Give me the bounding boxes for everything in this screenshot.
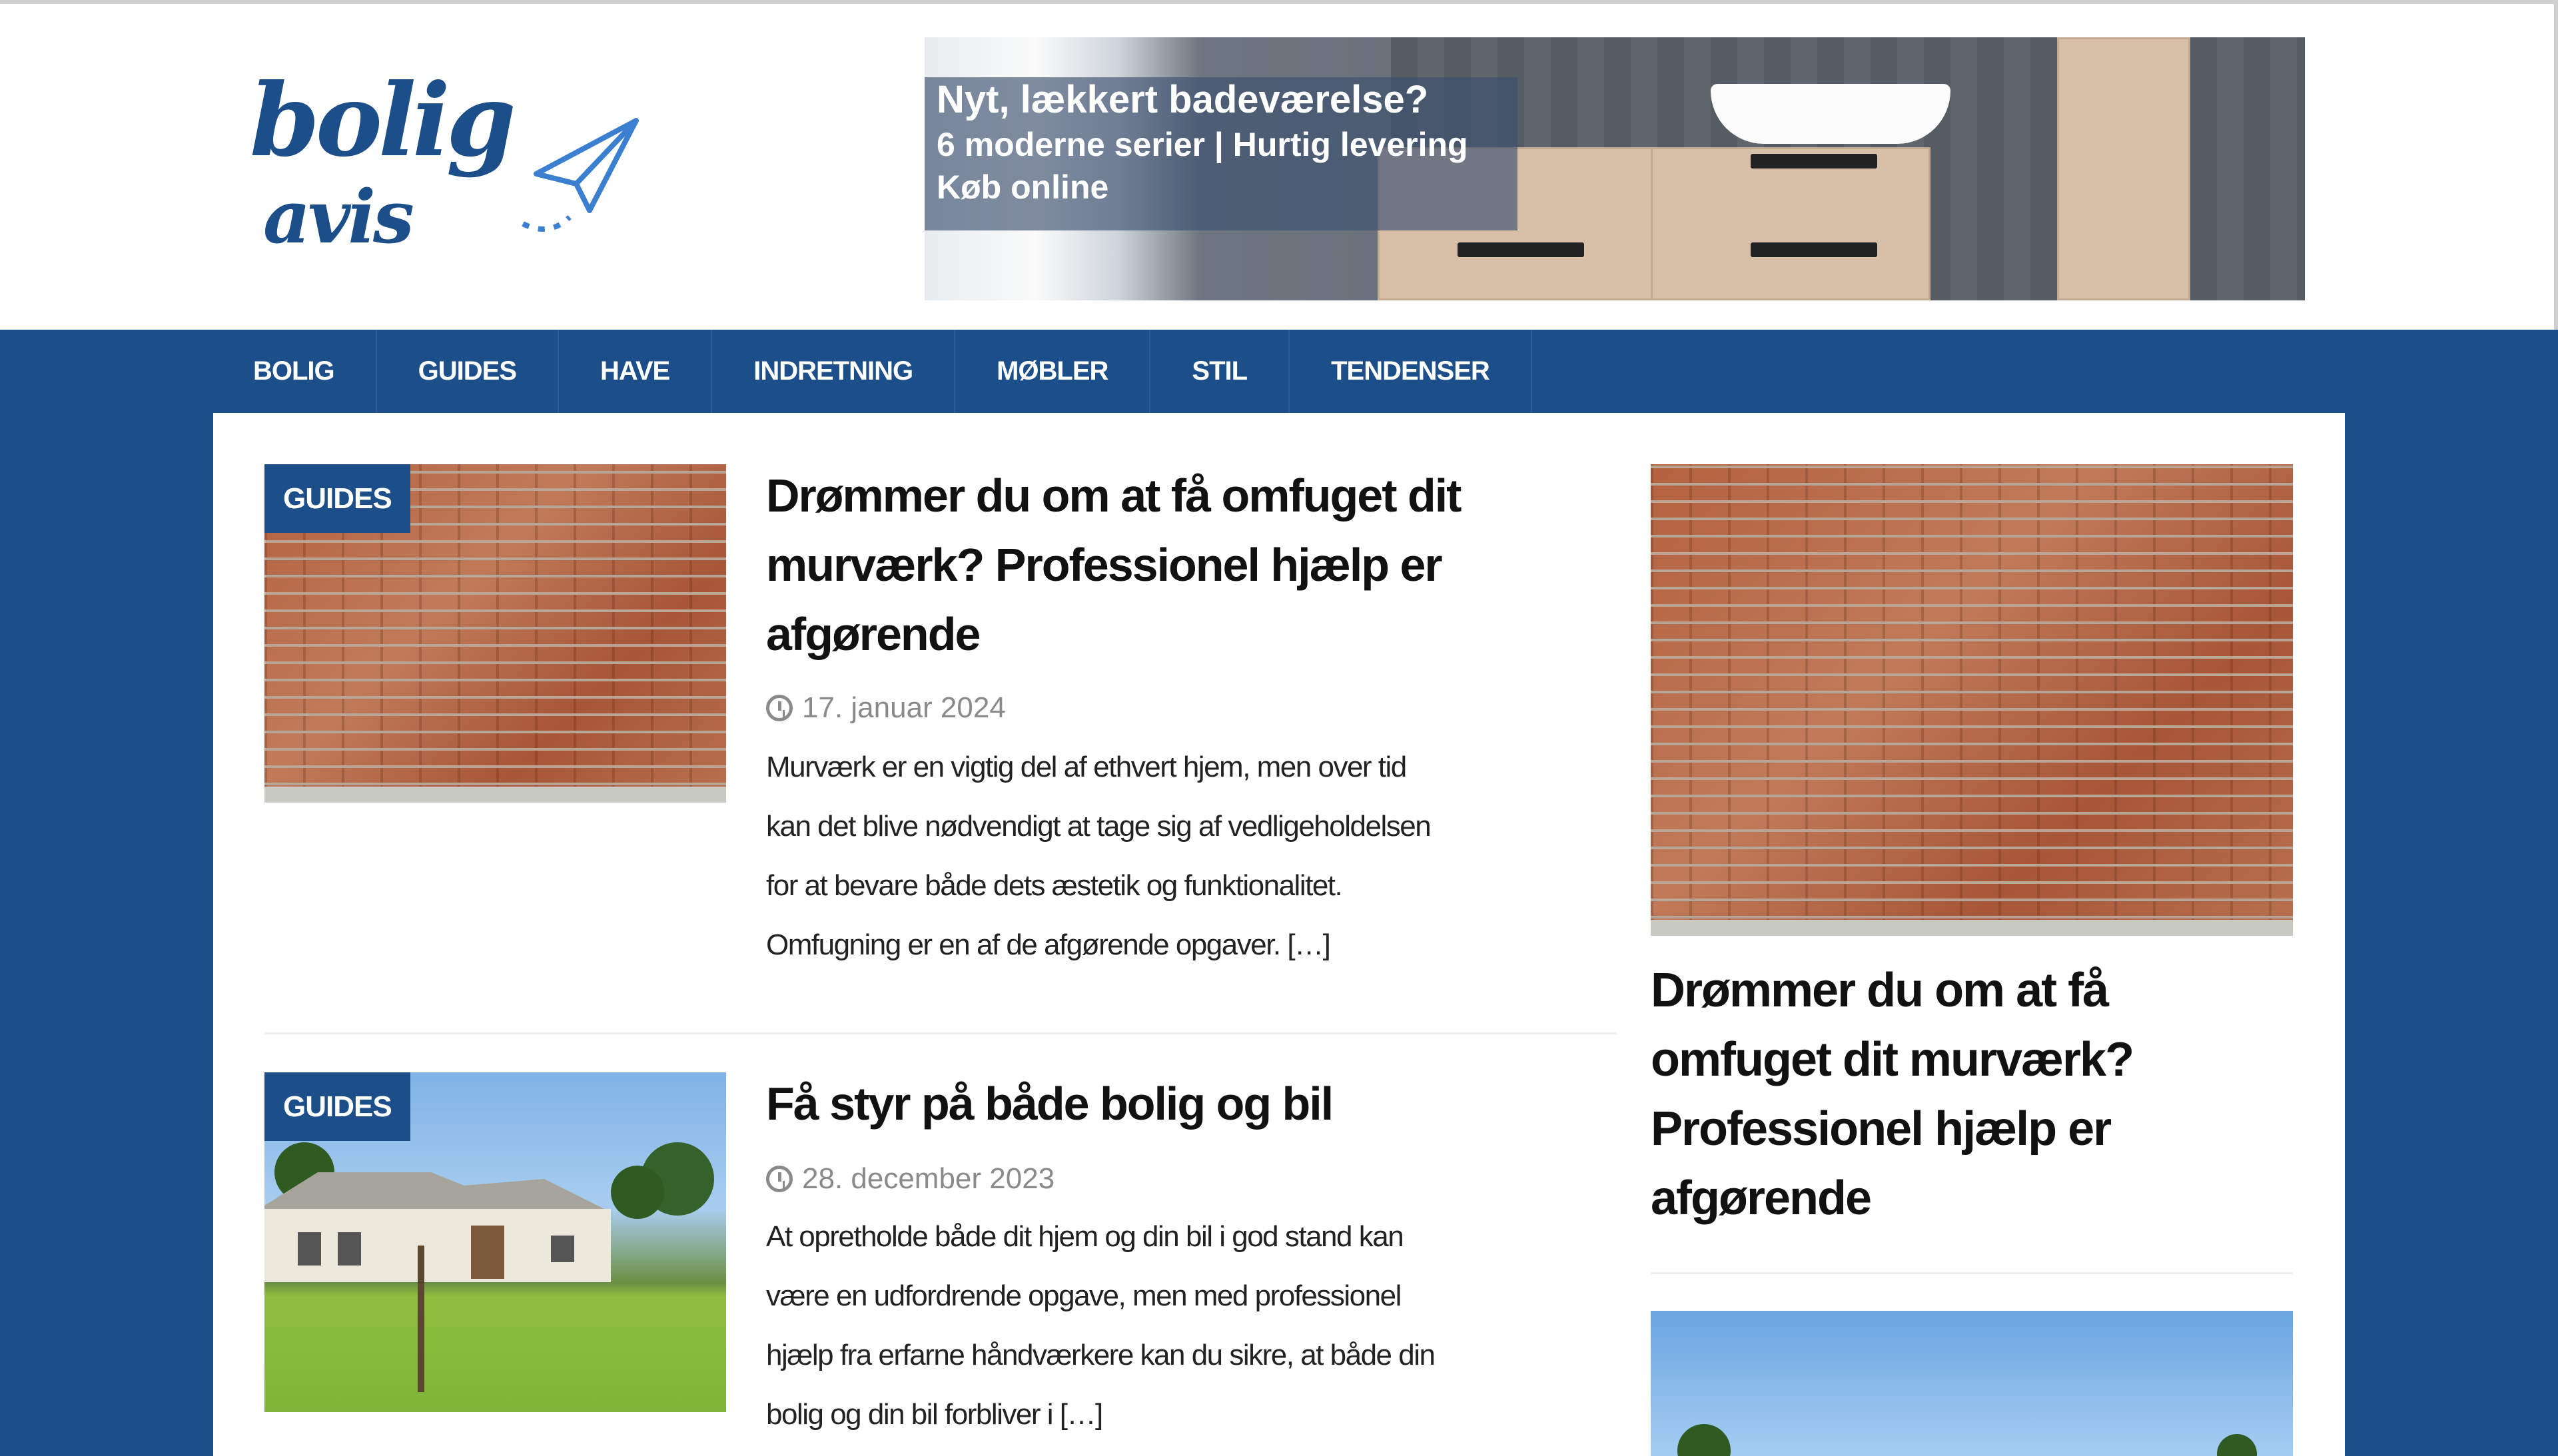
main-content bbox=[213, 413, 2345, 1456]
logo-text-avis: avis bbox=[263, 174, 412, 260]
article-date bbox=[766, 1162, 1055, 1196]
divider bbox=[1651, 1272, 2293, 1274]
title-line: afgørende bbox=[766, 608, 980, 660]
banner-cabinet bbox=[2057, 37, 2190, 300]
article-excerpt bbox=[766, 737, 1430, 974]
article-title[interactable]: Få styr på både bolig og bil bbox=[766, 1078, 1333, 1130]
nav-item-have[interactable]: HAVE bbox=[559, 330, 712, 413]
clock-icon bbox=[766, 695, 793, 721]
featured-thumbnail[interactable] bbox=[1651, 464, 2293, 936]
title-line: Professionel hjælp er bbox=[1651, 1102, 2111, 1156]
excerpt-line[interactable]: bolig og din bil forbliver i […] bbox=[766, 1398, 1102, 1431]
article-excerpt bbox=[766, 1207, 1434, 1444]
excerpt-line: Murværk er en vigtig del af ethvert hjem, men over tid bbox=[766, 751, 1406, 783]
article-thumbnail[interactable] bbox=[264, 1072, 726, 1412]
site-logo[interactable] bbox=[250, 62, 663, 264]
nav-item-stil[interactable]: STIL bbox=[1150, 330, 1290, 413]
trees-illustration bbox=[1651, 1311, 2293, 1456]
title-line: Drømmer du om at få bbox=[1651, 964, 2108, 1017]
nav-item-guides[interactable]: GUIDES bbox=[377, 330, 559, 413]
banner-handle bbox=[1751, 242, 1877, 257]
excerpt-line: kan det blive nødvendigt at tage sig af vedligeholdelsen bbox=[766, 810, 1431, 843]
ad-banner[interactable] bbox=[925, 37, 2305, 300]
title-line: omfuget dit murværk? bbox=[1651, 1033, 2134, 1086]
banner-subline: 6 moderne serier | Hurtig levering bbox=[937, 126, 1468, 163]
date-text: 17. januar 2024 bbox=[802, 691, 1006, 724]
main-nav bbox=[213, 330, 2345, 413]
logo-text-bolig: bolig bbox=[250, 62, 512, 179]
nav-item-bolig[interactable]: BOLIG bbox=[213, 330, 377, 413]
article-title[interactable] bbox=[766, 461, 1460, 669]
excerpt-line[interactable]: Omfugning er en af de afgørende opgaver. […] bbox=[766, 928, 1330, 961]
banner-handle bbox=[1751, 154, 1877, 169]
banner-cabinet bbox=[1651, 147, 1930, 300]
featured-thumbnail[interactable] bbox=[1651, 1311, 2293, 1456]
banner-handle bbox=[1458, 242, 1584, 257]
clock-icon bbox=[766, 1166, 793, 1192]
article-thumbnail[interactable] bbox=[264, 464, 726, 803]
site-header bbox=[0, 0, 2558, 330]
excerpt-line: være en udfordrende opgave, men med professionel bbox=[766, 1279, 1401, 1312]
nav-item-indretning[interactable]: INDRETNING bbox=[712, 330, 955, 413]
featured-title[interactable] bbox=[1651, 956, 2133, 1233]
title-line: afgørende bbox=[1651, 1172, 1871, 1225]
banner-sink bbox=[1711, 84, 1950, 144]
excerpt-line: for at bevare både dets æstetik og funktionalitet. bbox=[766, 869, 1342, 902]
paper-plane-icon bbox=[516, 111, 649, 244]
banner-cta: Køb online bbox=[937, 169, 1109, 206]
article-date bbox=[766, 691, 1006, 725]
excerpt-line: At opretholde både dit hjem og din bil i god stand kan bbox=[766, 1220, 1404, 1253]
nav-item-mobler[interactable]: MØBLER bbox=[955, 330, 1150, 413]
divider bbox=[264, 1032, 1617, 1034]
excerpt-line: hjælp fra erfarne håndværkere kan du sikre, at både din bbox=[766, 1339, 1435, 1371]
category-badge[interactable]: GUIDES bbox=[264, 1072, 410, 1141]
title-line: Drømmer du om at få omfuget dit bbox=[766, 470, 1461, 522]
category-badge[interactable]: GUIDES bbox=[264, 464, 410, 533]
nav-item-tendenser[interactable]: TENDENSER bbox=[1290, 330, 1532, 413]
title-line: murværk? Professionel hjælp er bbox=[766, 539, 1442, 591]
date-text: 28. december 2023 bbox=[802, 1162, 1055, 1195]
banner-headline: Nyt, lækkert badeværelse? bbox=[937, 78, 1429, 121]
